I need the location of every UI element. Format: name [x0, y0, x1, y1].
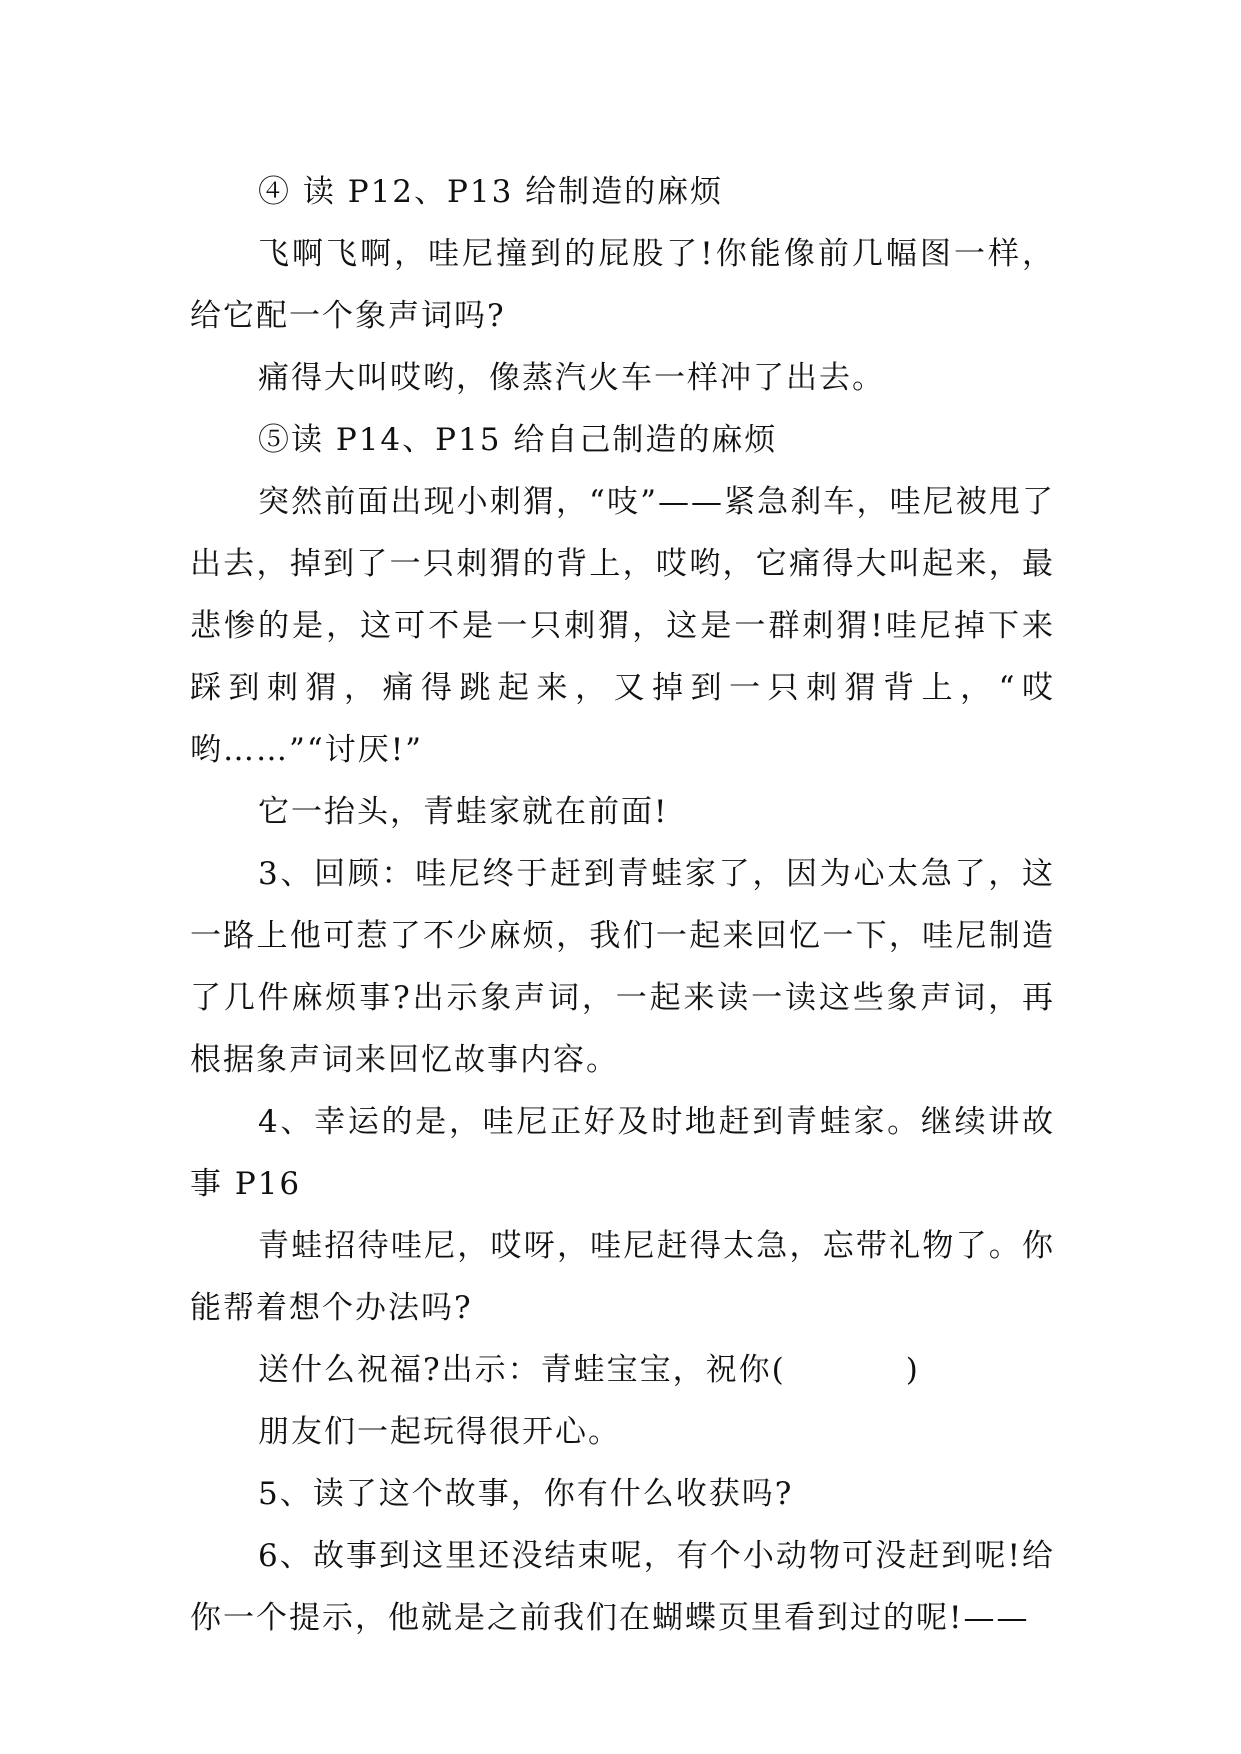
blessing-suffix: ): [905, 1352, 920, 1388]
paragraph: 3、回顾：哇尼终于赶到青蛙家了，因为心太急了，这一路上他可惹了不少麻烦，我们一起来回忆一下，哇尼制造了几件麻烦事?出示象声词，一起来读一读这些象声词，再根据象声词来回忆故事内容。: [190, 856, 1055, 1078]
paragraph: 5、读了这个故事，你有什么收获吗?: [258, 1476, 794, 1512]
paragraph: 痛得大叫哎哟，像蒸汽火车一样冲了出去。: [258, 360, 885, 396]
document-body: [190, 161, 1055, 1649]
paragraph: 青蛙招待哇尼，哎呀，哇尼赶得太急，忘带礼物了。你能帮着想个办法吗?: [190, 1228, 1055, 1326]
paragraph: 朋友们一起玩得很开心。: [258, 1414, 621, 1450]
blessing-prefix: 送什么祝福?出示：青蛙宝宝，祝你(: [258, 1352, 786, 1388]
paragraph: 突然前面出现小刺猬，“吱”——紧急刹车，哇尼被甩了出去，掉到了一只刺猬的背上，哎哟，它痛得大叫起来，最悲惨的是，这可不是一只刺猬，这是一群刺猬!哇尼掉下来踩到刺猬，痛得跳起来，又掉到一只刺猬背上，“哎哟……”“讨厌!”: [190, 484, 1055, 768]
paragraph: 6、故事到这里还没结束呢，有个小动物可没赶到呢!给你一个提示，他就是之前我们在蝴蝶页里看到过的呢!——: [190, 1538, 1055, 1636]
paragraph: 它一抬头，青蛙家就在前面!: [258, 794, 669, 830]
paragraph: ④ 读 P12、P13 给制造的麻烦: [258, 174, 724, 210]
paragraph: 飞啊飞啊，哇尼撞到的屁股了!你能像前几幅图一样，给它配一个象声词吗?: [190, 236, 1055, 334]
paragraph: 4、幸运的是，哇尼正好及时地赶到青蛙家。继续讲故事 P16: [190, 1104, 1055, 1202]
paragraph: ⑤读 P14、P15 给自己制造的麻烦: [258, 422, 778, 458]
blessing-paragraph: [190, 1339, 1055, 1401]
